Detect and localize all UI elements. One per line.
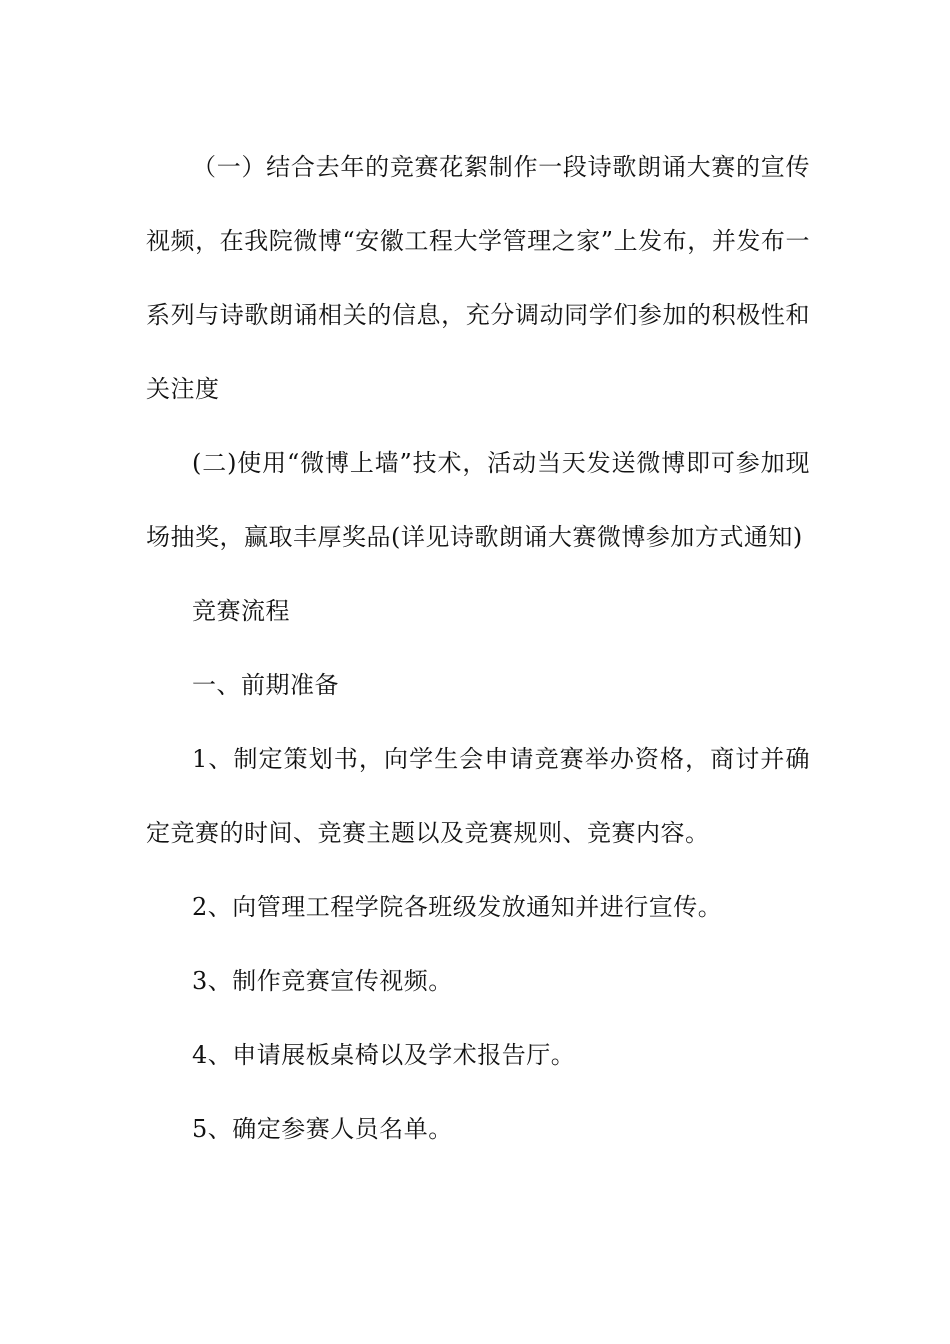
list-item-1: 1、制定策划书，向学生会申请竞赛举办资格，商讨并确定竞赛的时间、竞赛主题以及竞赛规则、竞赛内容。 [146, 745, 810, 847]
paragraph-publicity-video: （一）结合去年的竞赛花絮制作一段诗歌朗诵大赛的宣传视频，在我院微博“安徽工程大学管理之家”上发布，并发布一系列与诗歌朗诵相关的信息，充分调动同学们参加的积极性和关注度 [146, 153, 810, 403]
section-heading-competition-process: 竞赛流程 [192, 597, 290, 625]
subsection-heading-preparation: 一、前期准备 [192, 671, 339, 699]
list-item-3: 3、制作竞赛宣传视频。 [192, 967, 453, 995]
document-body [146, 130, 810, 1166]
list-item-4: 4、申请展板桌椅以及学术报告厅。 [192, 1041, 576, 1069]
list-item-2: 2、向管理工程学院各班级发放通知并进行宣传。 [192, 893, 723, 921]
list-item-5: 5、确定参赛人员名单。 [192, 1115, 453, 1143]
paragraph-weibo-wall: (二)使用“微博上墙”技术，活动当天发送微博即可参加现场抽奖，赢取丰厚奖品(详见诗歌朗诵大赛微博参加方式通知) [146, 449, 810, 551]
